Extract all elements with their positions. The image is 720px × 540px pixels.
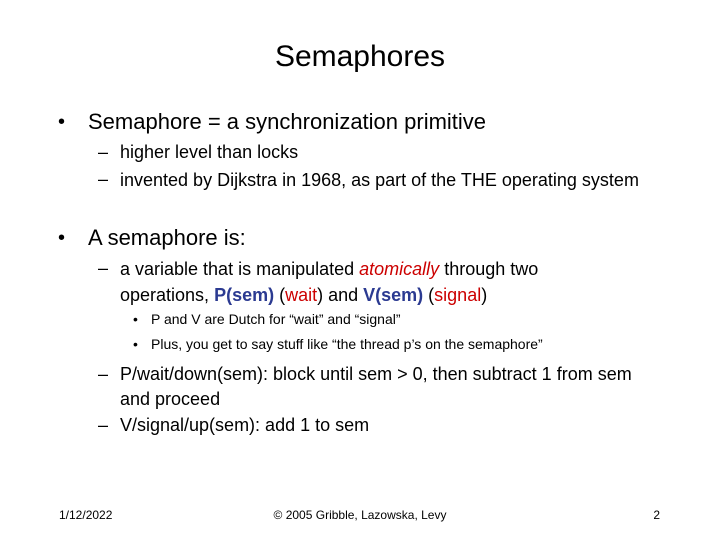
sub-bullet-p-wait-down: P/wait/down(sem): block until sem > 0, then subtract 1 from sem and proceed	[120, 364, 632, 409]
dash-icon: –	[98, 169, 109, 189]
bullet-semaphore-definition: Semaphore = a synchronization primitive	[88, 109, 487, 134]
dash-icon: –	[98, 364, 109, 384]
sub-sub-bullet-thread: Plus, you get to say stuff like “the thread p’s on the semaphore”	[151, 336, 543, 352]
p-sem-label: P(sem)	[214, 285, 275, 305]
text-segment: (	[274, 285, 286, 305]
sub-bullet-v-signal-up: V/signal/up(sem): add 1 to sem	[120, 415, 370, 435]
text-segment: (	[423, 285, 435, 305]
text-segment: through two operations,	[120, 259, 539, 305]
sub-bullet-variable-operations	[120, 256, 610, 308]
v-sem-label: V(sem)	[363, 285, 424, 305]
text-segment: )	[481, 285, 488, 305]
signal-label: signal	[434, 285, 482, 305]
bullet-semaphore-is: A semaphore is:	[88, 225, 246, 250]
page-number: 2	[653, 508, 660, 522]
footer-date: 1/12/2022	[59, 508, 113, 522]
text-segment: a variable that is manipulated	[120, 259, 360, 279]
dash-icon: –	[98, 415, 109, 435]
atomically-emphasis: atomically	[359, 259, 440, 279]
sub-bullet-dijkstra: invented by Dijkstra in 1968, as part of the THE operating system	[120, 170, 639, 190]
wait-label: wait	[285, 285, 318, 305]
bullet-icon: •	[58, 227, 66, 249]
bullet-icon: •	[58, 111, 66, 133]
slide-title: Semaphores	[274, 40, 446, 73]
text-segment: ) and	[317, 285, 364, 305]
sub-bullet-higher-level: higher level than locks	[120, 142, 299, 162]
dash-icon: –	[98, 258, 109, 278]
dash-icon: –	[98, 142, 109, 162]
sub-sub-bullet-dutch: P and V are Dutch for “wait” and “signal”	[151, 311, 401, 327]
small-bullet-icon: •	[133, 311, 138, 327]
footer-copyright: © 2005 Gribble, Lazowska, Levy	[273, 508, 447, 522]
small-bullet-icon: •	[133, 336, 138, 352]
